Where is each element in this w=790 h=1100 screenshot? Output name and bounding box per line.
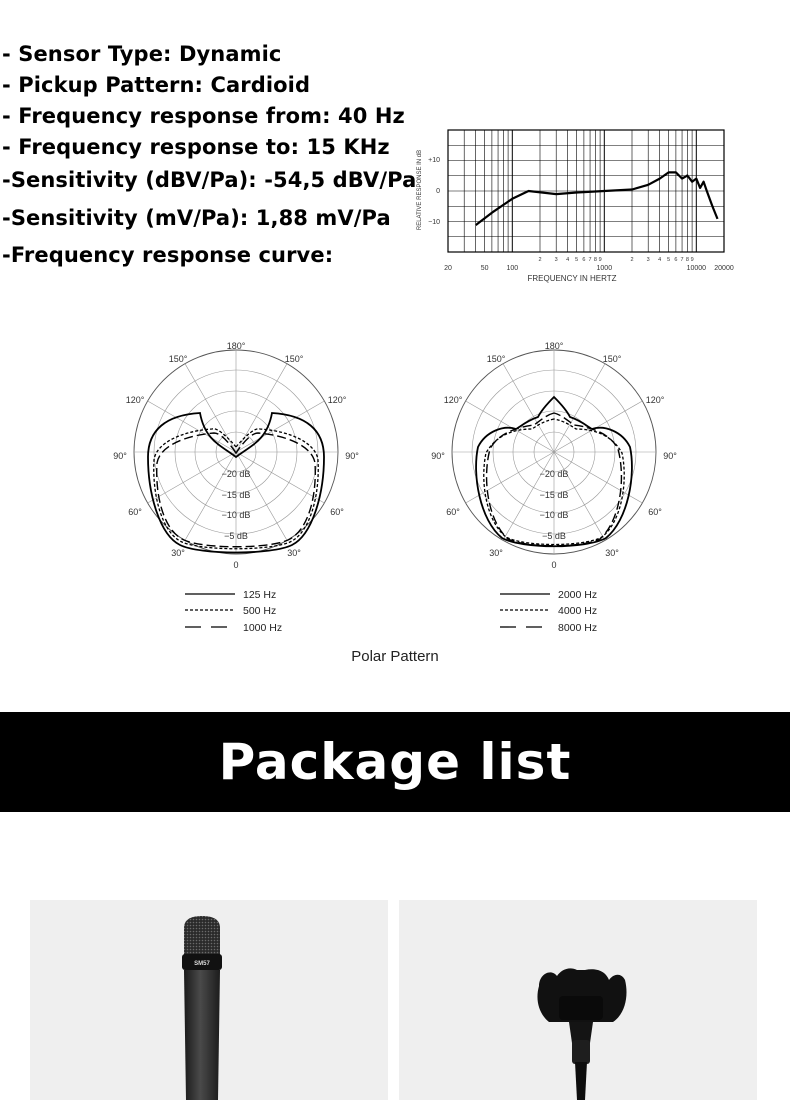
polar-angle-label: 120° [443,395,463,405]
polar-angle-label: 0 [233,560,239,570]
mic-clip-image [399,900,757,1100]
polar-ring-label: −15 dB [539,490,569,500]
polar-angle-label: 150° [486,354,506,364]
polar-ring-label: −5 dB [542,531,566,541]
polar-ring-label: −5 dB [224,531,248,541]
freq-chart-minor-tick: 6 [674,257,678,263]
freq-chart-minor-tick: 7 [680,257,684,263]
polar-angle-label: 30° [171,548,185,558]
freq-chart-xlabel: FREQUENCY IN HERTZ [527,274,617,283]
polar-angle-label: 120° [645,395,665,405]
spec-curve-label: -Frequency response curve: [2,243,334,267]
polar-grid [452,350,656,554]
spec-sensitivity-mv: -Sensitivity (mV/Pa): 1,88 mV/Pa [2,206,391,230]
freq-chart-minor-tick: 7 [588,257,592,263]
mic-badge: SM57 [194,961,210,967]
package-list-banner [0,712,790,812]
polar-angle-label: 150° [284,354,304,364]
legend-label: 8000 Hz [558,622,598,634]
freq-chart-minor-tick: 3 [646,257,650,263]
package-item-mic-clip [399,900,757,1100]
freq-chart-xtick: 50 [480,265,489,272]
freq-chart-minor-tick: 5 [667,257,671,263]
package-item-microphone [30,900,388,1100]
freq-chart-minor-tick: 9 [598,257,602,263]
polar-angle-label: 90° [663,451,677,461]
legend-label: 125 Hz [243,589,277,601]
legend-label: 1000 Hz [243,622,283,634]
polar-pattern-caption: Polar Pattern [351,648,439,665]
freq-chart-minor-tick: 3 [554,257,558,263]
package-list-title: Package list [218,733,572,791]
freq-chart-minor-tick: 4 [658,257,662,263]
polar-angle-label: 180° [226,341,246,351]
frequency-response-chart [410,120,750,290]
freq-chart-minor-tick: 6 [582,257,586,263]
polar-ring-label: −15 dB [221,490,251,500]
polar-angle-label: 60° [648,507,662,517]
freq-chart-ylabel: RELATIVE RESPONSE IN dB [417,149,423,231]
freq-chart-xticks [444,257,734,272]
polar-angle-label: 120° [125,395,145,405]
freq-chart-ytick: 0 [436,188,440,195]
polar-angle-label: 120° [327,395,347,405]
polar-angle-label: 60° [446,507,460,517]
polar-pattern-low [100,335,370,640]
freq-chart-minor-tick: 8 [685,257,689,263]
polar-angle-label: 90° [113,451,127,461]
legend-label: 2000 Hz [558,589,598,601]
legend-label: 500 Hz [243,605,277,617]
freq-chart-ytick: −10 [428,219,440,226]
microphone-image [30,900,388,1100]
freq-chart-xtick: 20 [444,265,452,272]
polar-spoke [503,364,554,452]
polar-angle-label: 150° [602,354,622,364]
freq-chart-minor-tick: 2 [538,257,542,263]
polar-angle-label: 60° [128,507,142,517]
polar-ring-label: −10 dB [539,510,569,520]
freq-chart-xtick: 1000 [596,265,613,272]
freq-chart-minor-tick: 4 [566,257,570,263]
polar-angle-label: 30° [605,548,619,558]
polar-angle-label: 60° [330,507,344,517]
freq-chart-minor-tick: 5 [575,257,579,263]
polar-angle-label: 30° [287,548,301,558]
spec-pickup-pattern: - Pickup Pattern: Cardioid [2,73,311,97]
freq-chart-minor-tick: 8 [593,257,597,263]
polar-angle-label: 90° [431,451,445,461]
freq-chart-minor-tick: 9 [690,257,694,263]
polar-pattern-high [420,335,690,640]
spec-freq-from: - Frequency response from: 40 Hz [2,104,405,128]
polar-ring-label: −10 dB [221,510,251,520]
freq-chart-xtick: 10000 [686,265,707,272]
freq-chart-ytick: +10 [428,157,440,164]
freq-chart-xtick: 20000 [714,265,734,272]
polar-angle-label: 90° [345,451,359,461]
legend-label: 4000 Hz [558,605,598,617]
freq-chart-xtick: 100 [506,265,519,272]
polar-angle-label: 30° [489,548,503,558]
spec-sensitivity-dbv: -Sensitivity (dBV/Pa): -54,5 dBV/Pa [2,168,417,192]
polar-ring-label: −20 dB [539,469,569,479]
polar-spoke [554,364,605,452]
polar-angle-label: 150° [168,354,188,364]
freq-chart-minor-tick: 2 [630,257,634,263]
polar-ring-label: −20 dB [221,469,251,479]
polar-angle-label: 180° [544,341,564,351]
spec-freq-to: - Frequency response to: 15 KHz [2,135,390,159]
polar-angle-label: 0 [551,560,557,570]
spec-sensor-type: - Sensor Type: Dynamic [2,42,282,66]
